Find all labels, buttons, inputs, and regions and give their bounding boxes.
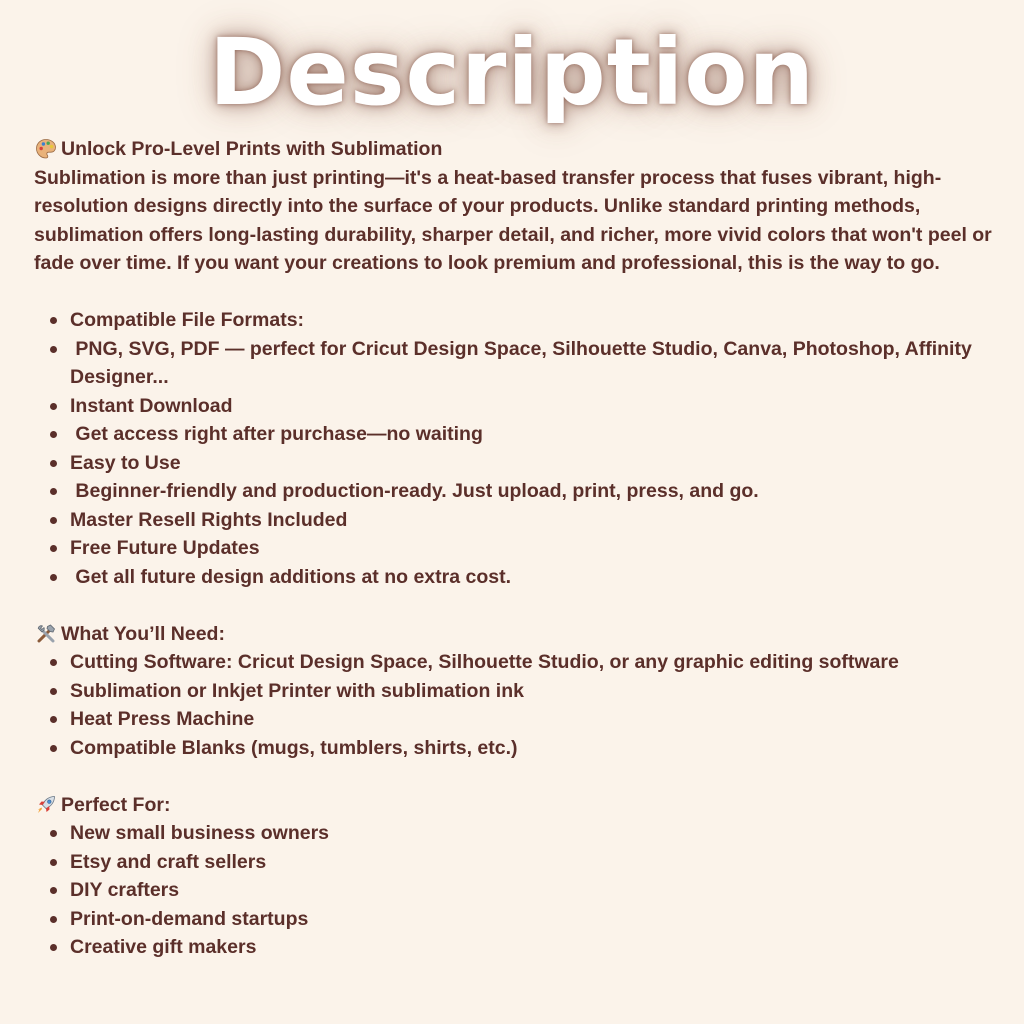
list-item-text: Easy to Use xyxy=(70,451,181,474)
list-item xyxy=(34,449,994,478)
needs-list xyxy=(34,648,994,762)
list-item xyxy=(34,705,994,734)
intro-paragraph: Sublimation is more than just printing—it's a heat-based transfer process that fuses vibrant, high-resolution designs directly into the surface of your products. Unlike standard printing methods, sublimation offers long-lasting durability, sharper detail, and richer, more vivid colors that won't peel or fade over time. If you want your creations to look premium and professional, this is the way to go. xyxy=(34,166,992,274)
needs-heading-text: What You’ll Need: xyxy=(61,622,225,645)
list-item-text: Etsy and craft sellers xyxy=(70,850,267,873)
list-item xyxy=(34,420,994,449)
list-item xyxy=(34,876,994,905)
list-item-text: Creative gift makers xyxy=(70,936,257,958)
list-item xyxy=(34,648,994,677)
list-item-text: Get access right after purchase—no waiting xyxy=(70,423,483,445)
description-body xyxy=(34,135,994,962)
list-item xyxy=(34,677,994,706)
list-item-text: Compatible Blanks (mugs, tumblers, shirts, etc.) xyxy=(70,736,518,759)
list-item-text: Instant Download xyxy=(70,394,233,417)
list-item-text: Master Resell Rights Included xyxy=(70,508,348,531)
palette-icon xyxy=(34,137,58,161)
list-item-text: Compatible File Formats: xyxy=(70,309,305,331)
list-item-text: PNG, SVG, PDF — perfect for Cricut Design Space, Silhouette Studio, Canva, Photoshop, Affinity Designer... xyxy=(70,337,978,388)
rocket-icon xyxy=(34,793,58,817)
list-item xyxy=(34,933,994,962)
list-item-text: Print-on-demand startups xyxy=(70,907,309,930)
list-item xyxy=(34,335,994,392)
perfect-for-heading-text: Perfect For: xyxy=(61,793,171,816)
list-item xyxy=(34,534,994,563)
list-item-text: Beginner-friendly and production-ready. Just upload, print, press, and go. xyxy=(70,480,759,502)
tools-icon xyxy=(34,622,58,646)
list-item-text: Free Future Updates xyxy=(70,537,260,559)
intro-heading xyxy=(34,135,994,164)
features-list xyxy=(34,306,994,591)
list-item xyxy=(34,563,994,592)
list-item-text: DIY crafters xyxy=(70,879,180,901)
list-item xyxy=(34,306,994,335)
list-item xyxy=(34,506,994,535)
needs-heading xyxy=(34,620,994,649)
list-item-text: Cutting Software: Cricut Design Space, Silhouette Studio, or any graphic editing software xyxy=(70,651,899,673)
page-title: Description xyxy=(208,19,816,126)
intro-heading-text: Unlock Pro-Level Prints with Sublimation xyxy=(61,138,443,160)
list-item xyxy=(34,905,994,934)
list-item xyxy=(34,848,994,877)
list-item-text: Sublimation or Inkjet Printer with sublimation ink xyxy=(70,679,524,702)
perfect-for-list xyxy=(34,819,994,962)
perfect-for-heading xyxy=(34,791,994,820)
list-item xyxy=(34,819,994,848)
list-item xyxy=(34,734,994,763)
list-item-text: Get all future design additions at no extra cost. xyxy=(70,565,511,588)
list-item-text: New small business owners xyxy=(70,822,330,844)
list-item xyxy=(34,392,994,421)
list-item xyxy=(34,477,994,506)
list-item-text: Heat Press Machine xyxy=(70,708,255,730)
